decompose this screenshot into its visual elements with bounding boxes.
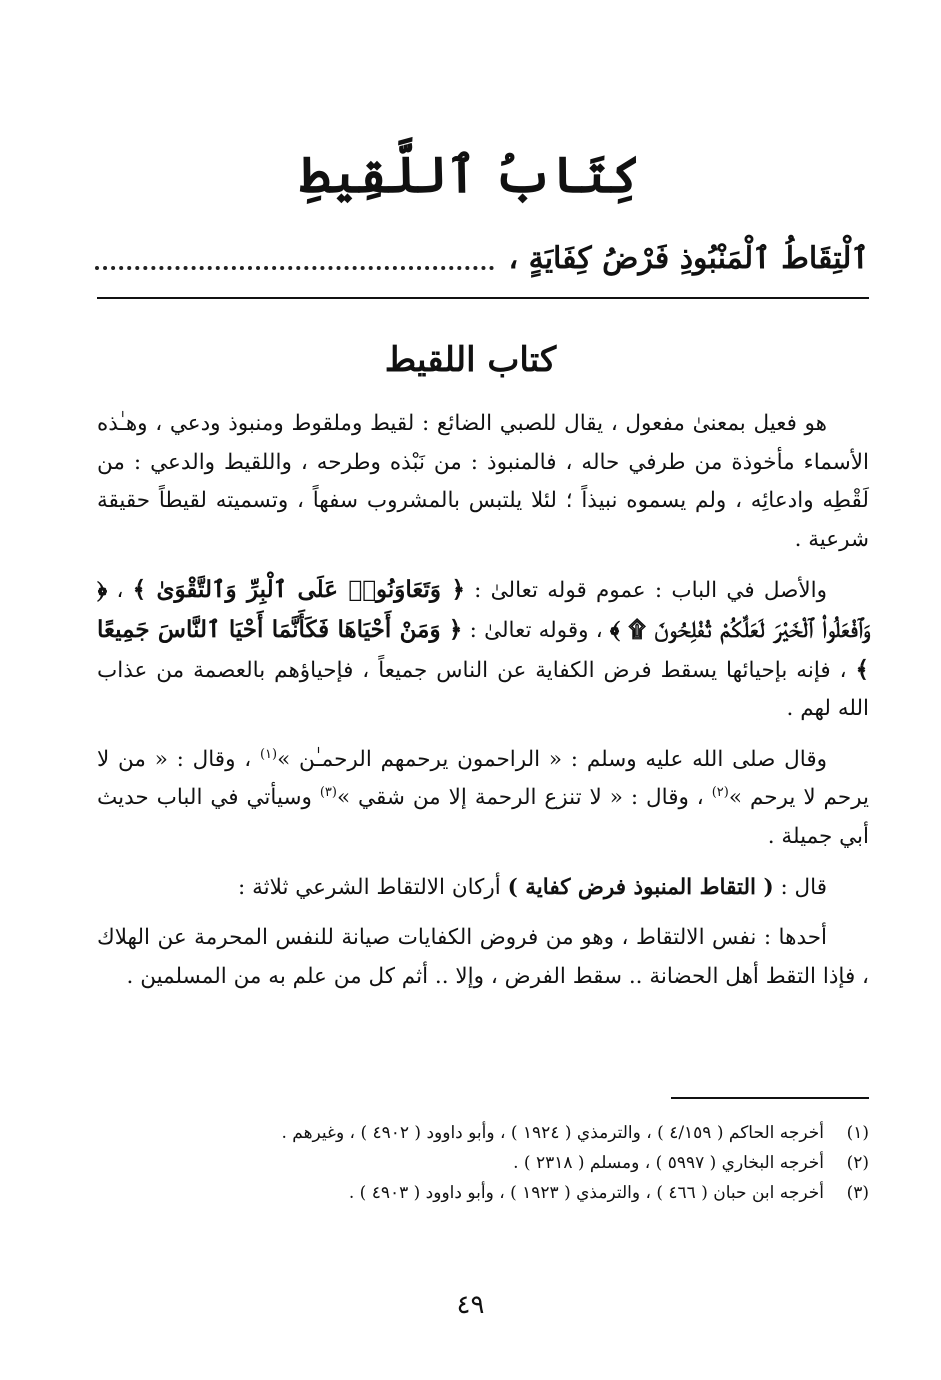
matn-text: ٱلْتِقَاطُ ٱلْمَنْبُوذِ فَرْضُ كِفَايَةٍ ،: [508, 240, 869, 276]
quran-verse: ﴿ وَتَعَاوَنُوا۟ عَلَى ٱلْبِرِّ وَٱلتَّقْوَىٰ ﴾: [132, 576, 465, 604]
page-number: ٤٩: [456, 1290, 485, 1320]
footnotes: [97, 1118, 869, 1208]
paragraph-text: وسيأتي في الباب حديث أبي جميلة .: [97, 785, 869, 849]
section-heading: كتاب اللقيط: [384, 340, 557, 380]
paragraph-text: وقال صلى الله عليه وسلم : « الراحمون يرحمهم الرحمـٰن »: [277, 746, 827, 772]
footnote-ref: (١): [259, 746, 278, 762]
footnote-text: أخرجه البخاري ( ٥٩٩٧ ) ، ومسلم ( ٢٣١٨ ) .: [513, 1153, 824, 1173]
paragraph-text: هو فعيل بمعنىٰ مفعول ، يقال للصبي الضائع : لقيط وملقوط ومنبوذ ودعي ، وهـٰذه الأسماء مأخوذة من طرفي حاله ، فالمنبوذ : من نَبْذه وطرحه ، واللقيط والدعي : من لَقْطِه وادعائِه ، ولم يسموه نبيذاً ؛ لئلا يلتبس بالمشروب سفهاً ، وتسميته لقيطاً حقيقة شرعية .: [97, 411, 869, 552]
paragraph-text: ، وقال : « من لا يرحم لا يرحم »: [97, 746, 869, 811]
footnote-text: أخرجه الحاكم ( ٤/١٥٩ ) ، والترمذي ( ١٩٢٤ ) ، وأبو داوود ( ٤٩٠٢ ) ، وغيرهم .: [281, 1123, 824, 1143]
footnote-ref: (٢): [711, 785, 729, 801]
footnote-text: أخرجه ابن حبان ( ٤٦٦ ) ، والترمذي ( ١٩٢٣ ) ، وأبو داوود ( ٤٩٠٣ ) .: [348, 1183, 824, 1203]
book-title: كِتَابُ ٱللَّقِيطِ: [300, 145, 641, 204]
commentary-body: [97, 405, 869, 1008]
footnote: [97, 1148, 869, 1178]
paragraph-text: ، وقال : « لا تنزع الرحمة إلا من شقي »: [336, 785, 712, 811]
paragraph: [97, 571, 869, 728]
paragraph-text: ، فإنه بإحيائها يسقط فرض الكفاية عن الناس جميعاً ، فإحياؤهم بالعصمة من عذاب الله لهم .: [97, 657, 869, 722]
paragraph-text: ، وقوله تعالىٰ :: [462, 617, 610, 643]
quran-verse: ﴿ وَمَنْ أَحْيَاهَا فَكَأَنَّمَا أَحْيَا ٱلنَّاسَ جَمِيعًا ﴾: [97, 615, 869, 683]
paragraph-text: أحدها : نفس الالتقاط ، وهو من فروض الكفايات صيانة للنفس المحرمة عن الهلاك ، فإذا التقط أهل الحضانة .. سقط الفرض ، وإلا .. أثم كل من علم به من المسلمين .: [97, 925, 869, 989]
matn-quote: ( التقاط المنبوذ فرض كفاية ): [507, 874, 774, 900]
header-divider: [97, 297, 869, 299]
footnote: [97, 1118, 869, 1148]
footnote-number: (١): [846, 1123, 869, 1143]
footnote-number: (٢): [846, 1153, 869, 1173]
paragraph-text: والأصل في الباب : عموم قوله تعالىٰ :: [464, 578, 827, 604]
paragraph: [97, 869, 869, 908]
footnote-number: (٣): [846, 1183, 869, 1203]
quran-verse: ﴿ وَٱفْعَلُوا۟ ٱلْخَيْرَ لَعَلَّكُمْ تُفْلِحُونَ ۩ ﴾: [97, 576, 870, 643]
paragraph: [97, 919, 869, 996]
matn-dot-leader: [95, 246, 494, 270]
paragraph-text: أركان الالتقاط الشرعي ثلاثة :: [238, 874, 508, 900]
paragraph: [97, 741, 869, 857]
matn-line: [95, 233, 869, 283]
paragraph-text: ،: [107, 578, 133, 604]
footnote-divider: [671, 1097, 869, 1099]
footnote-ref: (٣): [319, 785, 337, 801]
footnote: [97, 1178, 869, 1208]
paragraph: [97, 405, 869, 559]
paragraph-text: قال :: [773, 874, 827, 900]
